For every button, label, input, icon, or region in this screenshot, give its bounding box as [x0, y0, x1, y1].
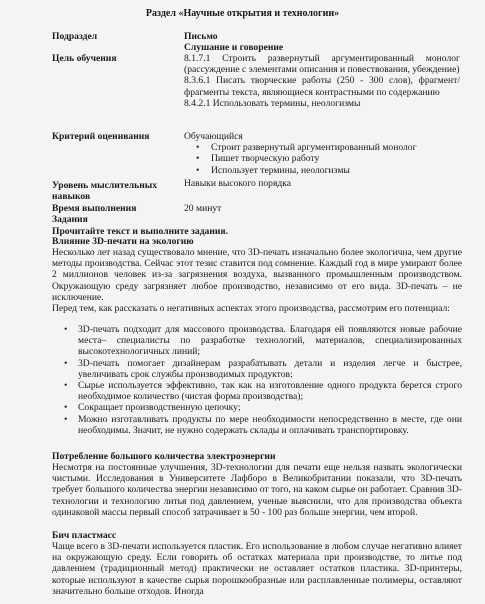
paragraph-intro: Несколько лет назад существовало мнение, что 3D-печать изначально более экологична, чем другие методы производства. Сейчас этот тезис ставится под сомнение. Каждый год в мире умирают более 2 миллионов человек из-за загрязнения воздуха, вызванного промышленным производством. Окружающую среду загрязняет любое производство, независимо от его вида. 3D-печать – не исключение.	[52, 247, 462, 303]
potential-item: • Можно изготавливать продукты по мере необходимости непосредственно в месте, где они необходимы. Значит, не нужно содержать склады и оплачивать транспортировку.	[52, 414, 462, 436]
heading-energy: Потребление большого количества электроэнергии	[52, 451, 276, 462]
time-value: 20 минут	[184, 203, 222, 214]
criteria-label: Критерий оценивания	[52, 131, 150, 142]
section-title: Раздел «Научные открытия и технологии»	[145, 8, 340, 19]
potential-list	[52, 324, 462, 436]
criteria-item: • Строит развернутый аргументированный монолог	[184, 142, 460, 153]
subsection-label: Подраздел	[52, 31, 98, 42]
level-label	[52, 180, 157, 202]
time-label: Время выполнения	[52, 203, 137, 214]
goal-item: 8.4.2.1 Использовать термины, неологизмы	[184, 97, 361, 109]
criteria-block	[184, 131, 460, 176]
heading-plastics: Бич пластмасс	[52, 530, 117, 541]
tasks-label: Задания	[52, 214, 88, 225]
paragraph-plastics: Чаще всего в 3D-печати используется пластик. Его использование в любом случае негативно влияет на окружающую среду. Если говорить об остатках материала при производстве, то литье под давлением (традиционный метод) практически не оставляет остатков пластика. 3D-принтеры, которые используют в качестве сырья порошкообразные или расплавленные полимеры, оставляют значительно больше отходов. Иногда	[52, 541, 462, 597]
paragraph-energy: Несмотря на постоянные улучшения, 3D-технологии для печати еще нельзя назвать экологически чистыми. Исследования в Университете Лафборо в Великобритании показали, что 3D-печать требует большого количества энергии независимо от того, на каком сырье он работает. Сравнив 3D-технологии и технологию литья под давлением, ученые выяснили, что для производства объекта одинаковой массы первый способ затрачивает в 50 - 100 раз больше энергии, чем второй.	[52, 462, 462, 518]
instruction: Прочитайте текст и выполните задания.	[52, 226, 228, 237]
subsection-value-writing: Письмо	[184, 31, 218, 42]
level-value: Навыки высокого порядка	[184, 178, 292, 189]
level-label-line-2: навыков	[52, 191, 91, 203]
goal-item: 8.3.6.1 Писать творческие работы (250 - 300 слов), фрагмент/ фрагменты текста, являющиеся контрастными по содержанию	[184, 75, 460, 98]
criteria-item: • Пишет творческую работу	[184, 153, 460, 164]
goal-item: 8.1.7.1 Строить развернутый аргументированный монолог (рассуждение с элементами описания и повествования, убеждение)	[184, 53, 460, 76]
potential-item: • 3D-печать подходит для массового производства. Благодаря ей появляются новые рабочие места– специалисты по разработке технологий, материалов, специализированных высокотехнологичных линий;	[52, 324, 462, 358]
subsection-value-listening: Слушание и говорение	[184, 42, 284, 53]
goal-list	[184, 53, 460, 109]
level-label-line-1: Уровень мыслительных	[52, 180, 158, 191]
criteria-list	[184, 142, 460, 176]
heading-ecology: Влияние 3D-печати на экологию	[52, 236, 194, 247]
potential-item: • Сокращает производственную цепочку;	[52, 402, 462, 413]
potential-item: • Сырье используется эффективно, так как на изготовление одного продукта берется строго необходимое количество (чистая форма производства);	[52, 380, 462, 402]
paragraph-potential: Перед тем, как рассказать о негативных аспектах этого производства, рассмотрим его потенциал:	[52, 303, 450, 314]
criteria-intro: Обучающийся	[184, 131, 243, 142]
potential-item: • 3D-печать помогает дизайнерам разрабатывать детали и изделия легче и быстрее, увеличивать срок службы производимых продуктов;	[52, 358, 462, 380]
goal-label: Цель обучения	[52, 53, 117, 64]
criteria-item: • Использует термины, неологизмы	[184, 165, 460, 176]
